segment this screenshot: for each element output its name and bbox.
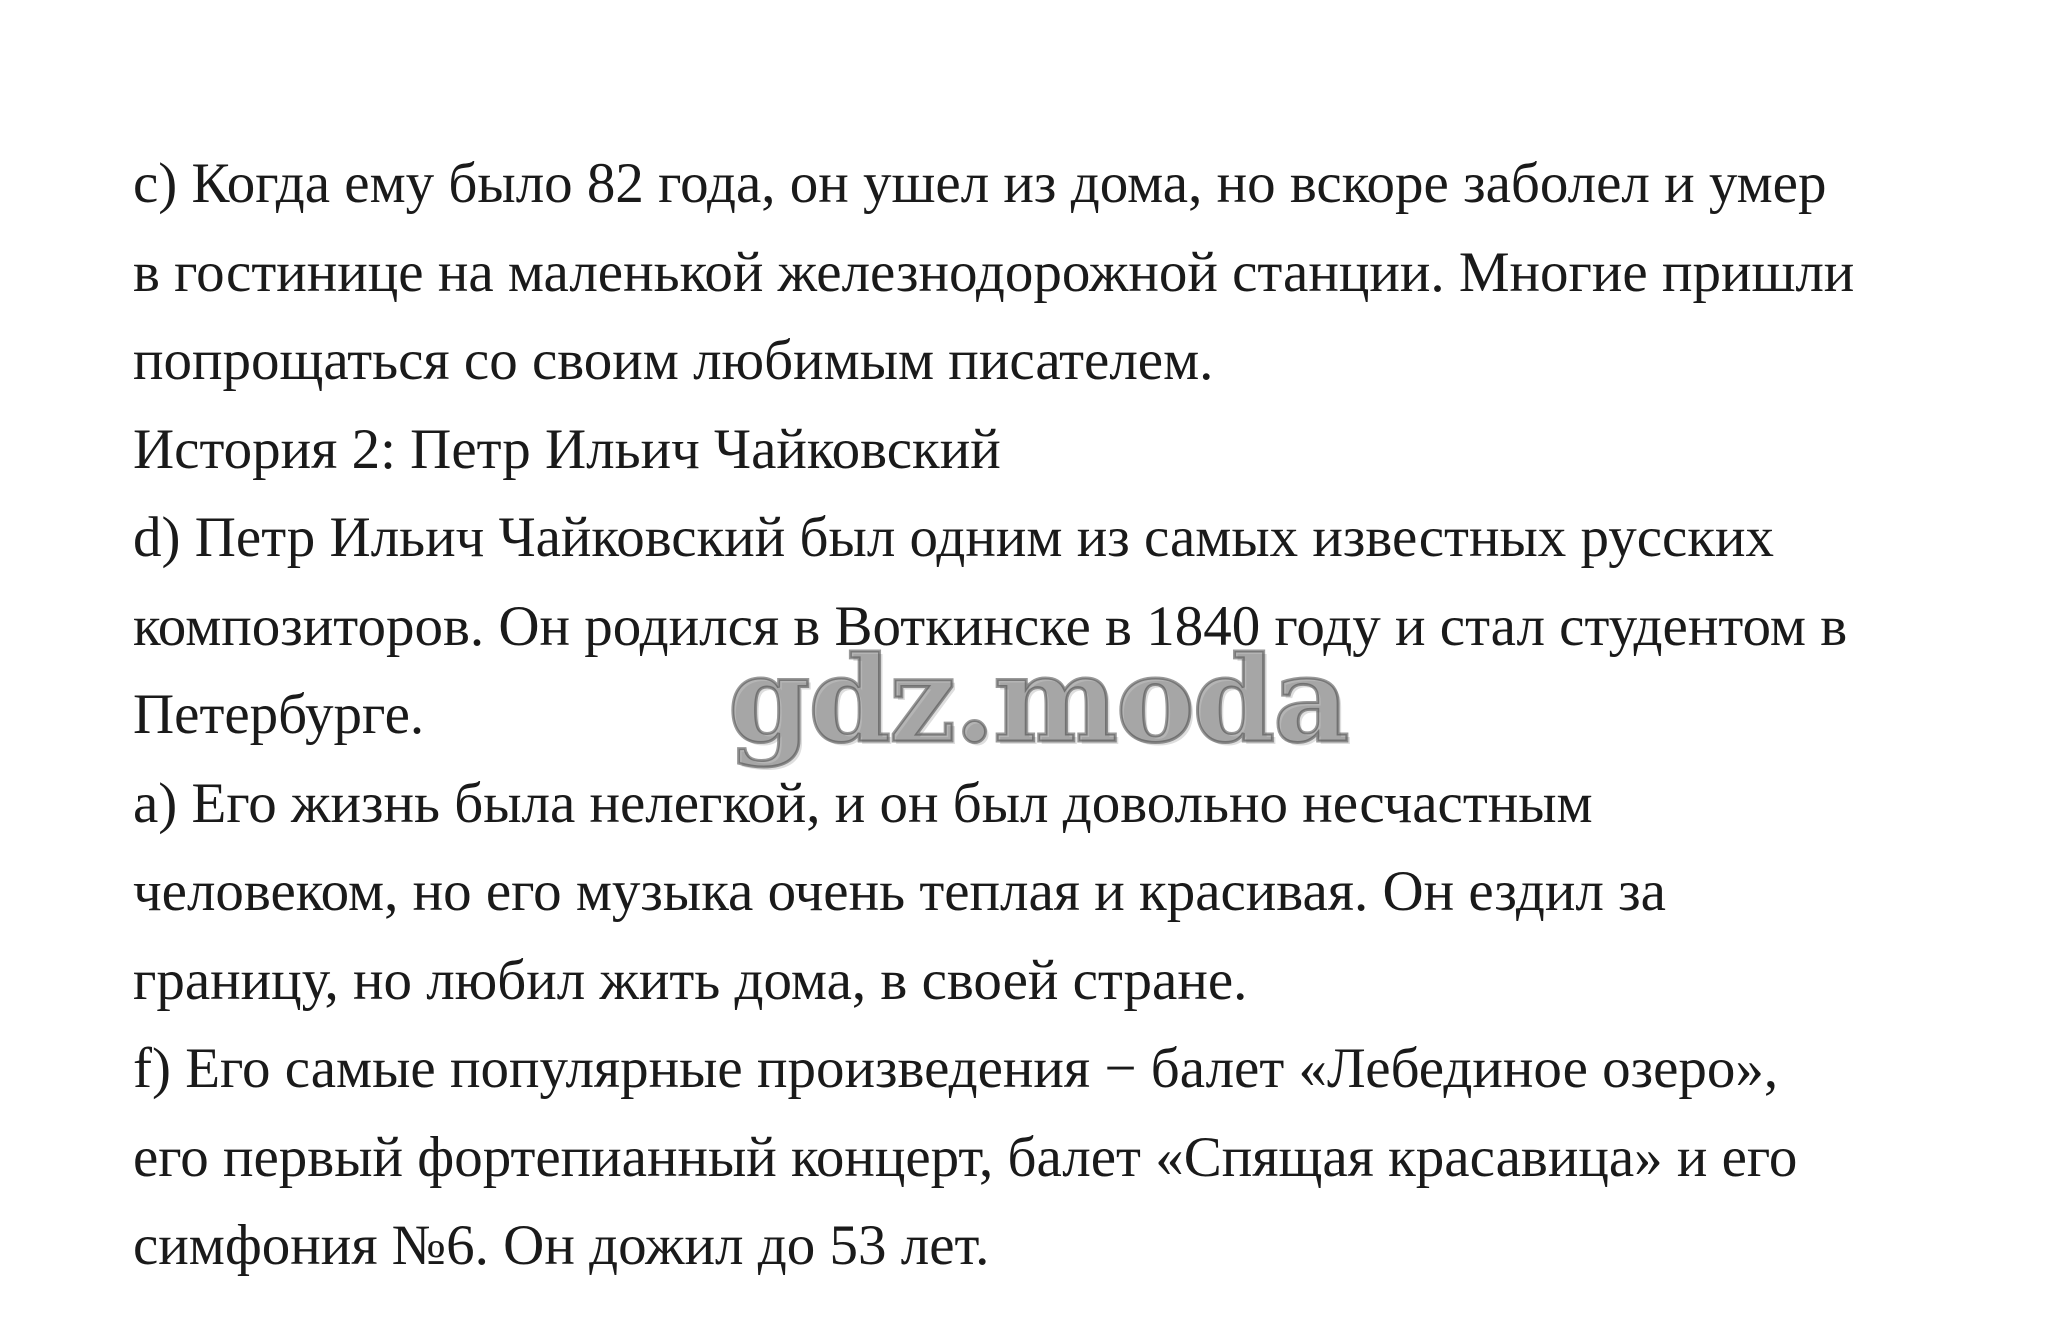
text-line-c-3: попрощаться со своим любимым писателем. <box>133 329 1214 392</box>
text-line-a-2: человеком, но его музыка очень теплая и красивая. Он ездил за <box>133 860 1666 923</box>
text-line-a-3: границу, но любил жить дома, в своей стране. <box>133 948 1248 1012</box>
text-line-f-3: симфония №6. Он дожил до 53 лет. <box>133 1214 990 1277</box>
watermark-logo: gdz.moda <box>728 630 1348 769</box>
text-line-d-3: Петербурге. <box>133 683 425 746</box>
text-line-f-2: его первый фортепианный концерт, балет «Спящая красавица» и его <box>133 1125 1798 1189</box>
text-line-c-2: в гостинице на маленькой железнодорожной станции. Многие пришли <box>133 240 1855 304</box>
text-line-d-2: композиторов. Он родился в Воткинске в 1840 году и стал студентом в <box>133 594 1848 658</box>
text-line-d-1: d) Петр Ильич Чайковский был одним из самых известных русских <box>133 506 1775 569</box>
text-line-f-1: f) Его самые популярные произведения − балет «Лебединое озеро», <box>133 1037 1779 1100</box>
text-line-a-1: a) Его жизнь была нелегкой, и он был довольно несчастным <box>133 771 1593 835</box>
story-2-heading: История 2: Петр Ильич Чайковский <box>133 417 1001 481</box>
text-line-c-1: c) Когда ему было 82 года, он ушел из дома, но вскоре заболел и умер <box>133 152 1827 215</box>
document-text <box>133 140 2013 1291</box>
